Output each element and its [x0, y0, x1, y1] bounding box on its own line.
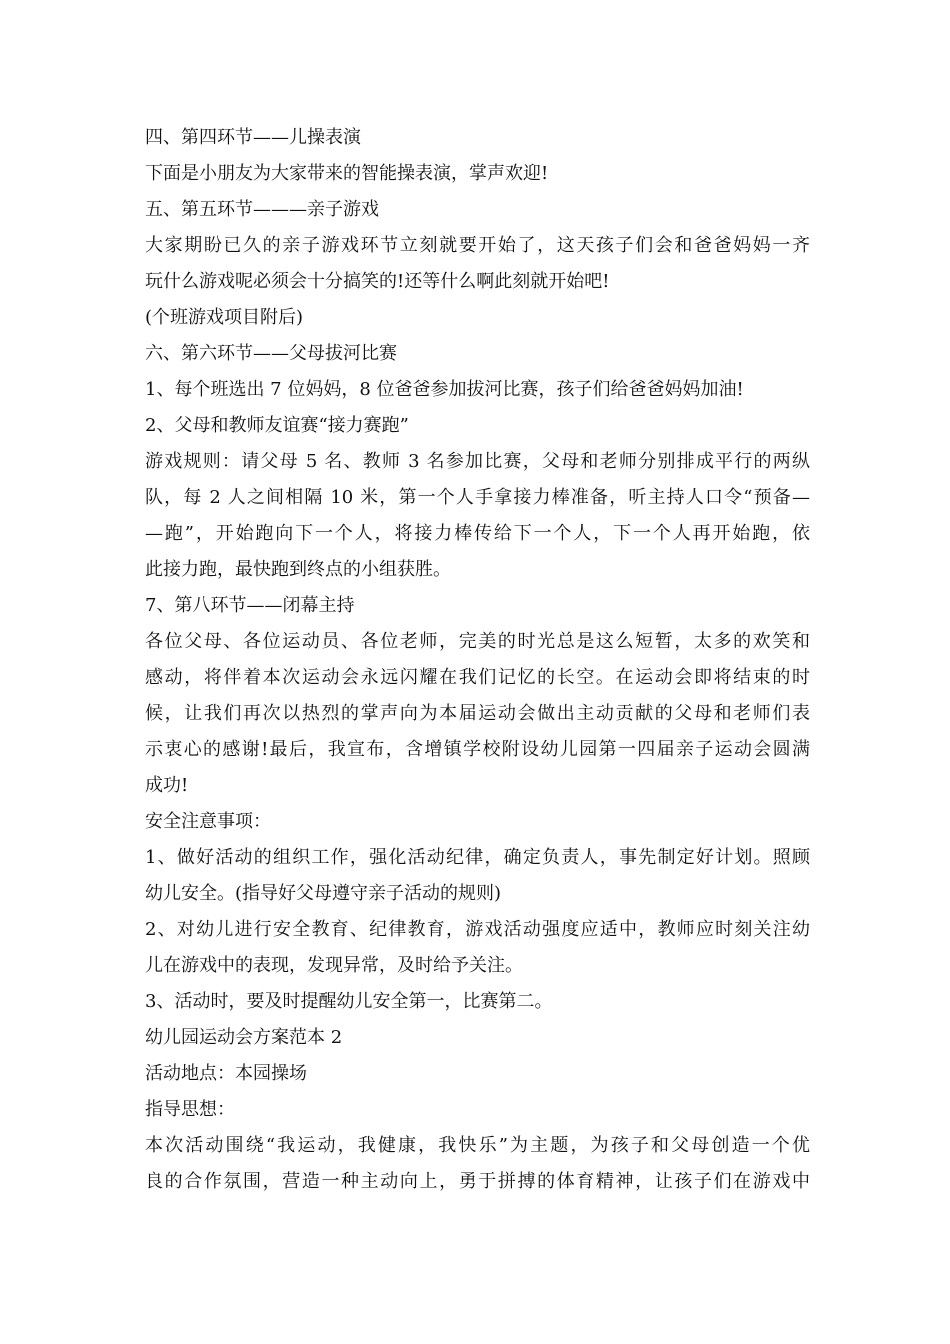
section-heading-4: 四、第四环节——儿操表演: [145, 127, 361, 148]
paragraph-line: 本次活动围绕“我运动，我健康，我快乐”为主题，为孩子和父母创造一个优: [145, 1135, 810, 1156]
list-item: 3、活动时，要及时提醒幼儿安全第一，比赛第二。: [145, 991, 553, 1012]
list-item: 2、对幼儿进行安全教育、纪律教育，游戏活动强度应适中，教师应时刻关注幼: [145, 919, 810, 940]
paragraph-line: 指导思想：: [145, 1099, 235, 1120]
paragraph-line: 示衷心的感谢!最后，我宣布，含增镇学校附设幼儿园第一四届亲子运动会圆满: [145, 739, 810, 760]
list-item: 1、做好活动的组织工作，强化活动纪律，确定负责人，事先制定好计划。照顾: [145, 847, 810, 868]
paragraph-line: 大家期盼已久的亲子游戏环节立刻就要开始了，这天孩子们会和爸爸妈妈一齐: [145, 235, 810, 256]
paragraph-line: 良的合作氛围，营造一种主动向上，勇于拼搏的体育精神，让孩子们在游戏中: [145, 1171, 810, 1192]
list-item: 1、每个班选出 7 位妈妈，8 位爸爸参加拔河比赛，孩子们给爸爸妈妈加油!: [145, 379, 744, 400]
paragraph-line: 游戏规则：请父母 5 名、教师 3 名参加比赛，父母和老师分别排成平行的两纵: [145, 451, 810, 472]
paragraph-line: 感动，将伴着本次运动会永远闪耀在我们记忆的长空。在运动会即将结束的时: [145, 667, 810, 688]
paragraph-line: 玩什么游戏呢必须会十分搞笑的!还等什么啊此刻就开始吧!: [145, 271, 610, 292]
paragraph-line: 幼儿安全。(指导好父母遵守亲子活动的规则): [145, 883, 502, 904]
paragraph-line: 各位父母、各位运动员、各位老师，完美的时光总是这么短暂，太多的欢笑和: [145, 631, 810, 652]
paragraph-line: (个班游戏项目附后): [145, 307, 304, 328]
safety-heading: 安全注意事项：: [145, 811, 271, 832]
paragraph-line: 此接力跑，最快跑到终点的小组获胜。: [145, 559, 451, 580]
paragraph-line: —跑”，开始跑向下一个人，将接力棒传给下一个人，下一个人再开始跑，依: [145, 523, 810, 544]
paragraph-line: 儿在游戏中的表现，发现异常，及时给予关注。: [145, 955, 523, 976]
section-heading-6: 六、第六环节——父母拔河比赛: [145, 343, 397, 364]
paragraph-line: 队，每 2 人之间相隔 10 米，第一个人手拿接力棒准备，听主持人口令“预备—: [145, 487, 810, 508]
document-body: [145, 120, 810, 1200]
paragraph-line: 候，让我们再次以热烈的掌声向为本届运动会做出主动贡献的父母和老师们表: [145, 703, 810, 724]
paragraph-line: 活动地点：本园操场: [145, 1063, 307, 1084]
document-title-2: 幼儿园运动会方案范本 2: [145, 1027, 343, 1048]
section-heading-8: 7、第八环节——闭幕主持: [145, 595, 355, 616]
list-item: 2、父母和教师友谊赛“接力赛跑”: [145, 415, 409, 436]
paragraph-line: 成功!: [145, 775, 189, 796]
paragraph-line: 下面是小朋友为大家带来的智能操表演，掌声欢迎!: [145, 163, 549, 184]
section-heading-5: 五、第五环节———亲子游戏: [145, 199, 379, 220]
